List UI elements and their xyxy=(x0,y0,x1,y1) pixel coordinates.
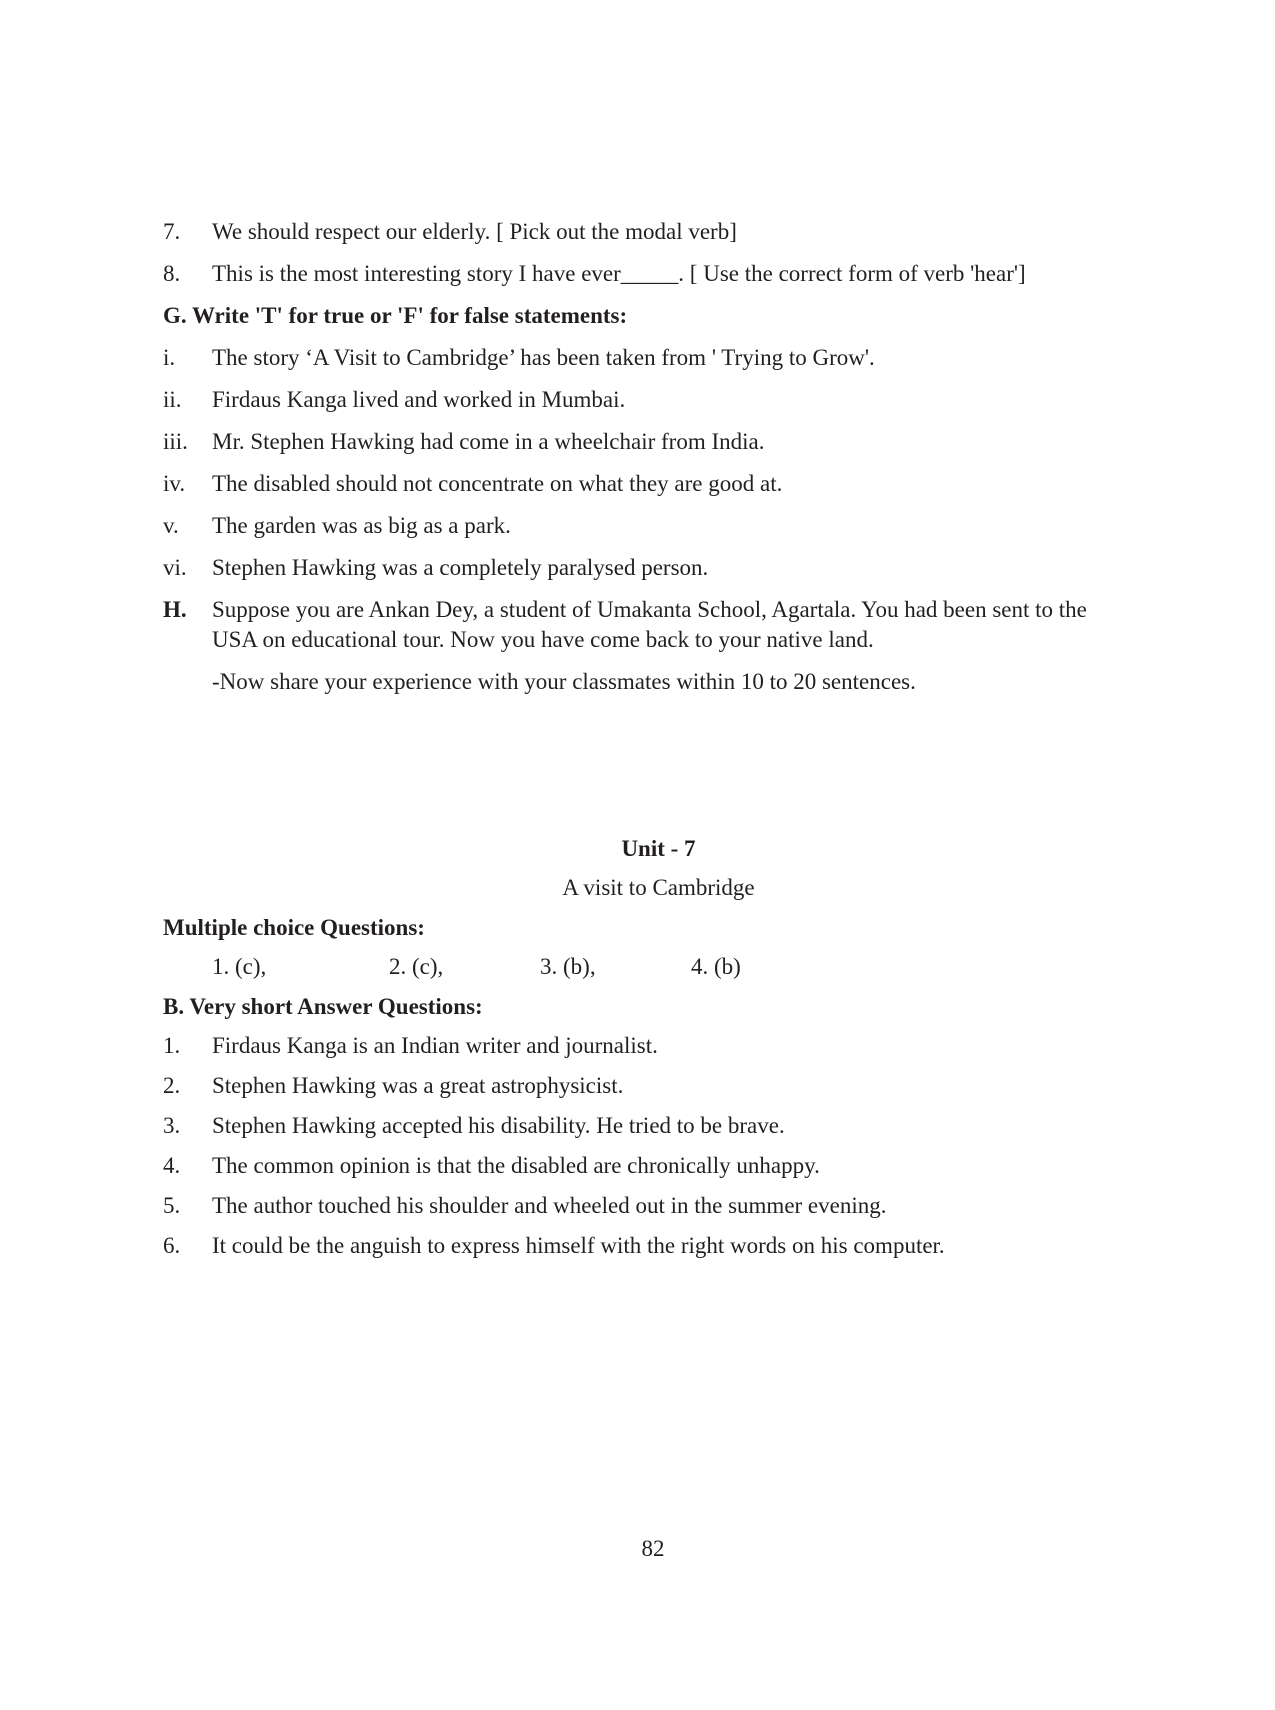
item-text: We should respect our elderly. [ Pick out the modal verb] xyxy=(212,219,737,244)
item-number: i. xyxy=(163,345,176,370)
item-number: 2. xyxy=(163,1073,181,1098)
true-false-item xyxy=(163,553,1173,583)
item-number: iii. xyxy=(163,429,188,454)
section-h-instruction-row xyxy=(163,667,1173,697)
true-false-item xyxy=(163,385,1173,415)
mcq-answer: 2. (c), xyxy=(389,954,444,979)
item-text: It could be the anguish to express himself with the right words on his computer. xyxy=(212,1233,945,1258)
section-h-prompt xyxy=(212,595,1173,655)
item-text: The story ‘A Visit to Cambridge’ has been taken from ' Trying to Grow'. xyxy=(212,345,875,370)
exercise-item xyxy=(163,217,1173,247)
section-g-heading: G. Write 'T' for true or 'F' for false statements: xyxy=(163,303,628,328)
true-false-item xyxy=(163,427,1173,457)
spacer xyxy=(163,667,212,697)
item-number: 5. xyxy=(163,1193,181,1218)
answer-item xyxy=(163,1031,1173,1061)
mcq-answer: 4. (b) xyxy=(691,954,741,979)
item-text: Firdaus Kanga is an Indian writer and journalist. xyxy=(212,1033,658,1058)
item-text: Mr. Stephen Hawking had come in a wheelchair from India. xyxy=(212,429,765,454)
mcq-answers xyxy=(212,952,912,982)
section-h-line2: USA on educational tour. Now you have come back to your native land. xyxy=(212,627,874,652)
item-text: Stephen Hawking was a completely paralysed person. xyxy=(212,555,709,580)
exercise-item xyxy=(163,259,1173,289)
answer-item xyxy=(163,1151,1173,1181)
answer-item xyxy=(163,1231,1173,1261)
item-number: 1. xyxy=(163,1033,181,1058)
mcq-answer: 3. (b), xyxy=(540,954,596,979)
item-number: vi. xyxy=(163,555,187,580)
item-text: Stephen Hawking was a great astrophysicist. xyxy=(212,1073,624,1098)
mcq-heading: Multiple choice Questions: xyxy=(163,915,425,940)
item-text: This is the most interesting story I have ever_____. [ Use the correct form of verb 'hear'] xyxy=(212,261,1026,286)
item-number: 4. xyxy=(163,1153,181,1178)
item-text: The disabled should not concentrate on what they are good at. xyxy=(212,471,783,496)
item-number: 6. xyxy=(163,1233,181,1258)
item-text: The author touched his shoulder and wheeled out in the summer evening. xyxy=(212,1193,887,1218)
true-false-item xyxy=(163,469,1173,499)
item-number: 3. xyxy=(163,1113,181,1138)
section-h xyxy=(163,595,1173,655)
item-number: 8. xyxy=(163,261,181,286)
true-false-item xyxy=(163,343,1173,373)
item-text: Firdaus Kanga lived and worked in Mumbai. xyxy=(212,387,626,412)
page-number: 82 xyxy=(641,1536,665,1561)
answer-item xyxy=(163,1071,1173,1101)
unit-subtitle: A visit to Cambridge xyxy=(562,875,755,900)
section-h-instruction: -Now share your experience with your classmates within 10 to 20 sentences. xyxy=(212,669,916,694)
item-number: v. xyxy=(163,513,179,538)
item-text: Stephen Hawking accepted his disability. He tried to be brave. xyxy=(212,1113,785,1138)
answer-item xyxy=(163,1191,1173,1221)
section-h-line1: Suppose you are Ankan Dey, a student of Umakanta School, Agartala. You had been sent to the xyxy=(212,597,1087,622)
section-h-label: H. xyxy=(163,597,187,622)
section-b-heading: B. Very short Answer Questions: xyxy=(163,994,483,1019)
mcq-answer: 1. (c), xyxy=(212,954,267,979)
true-false-item xyxy=(163,511,1173,541)
item-number: ii. xyxy=(163,387,182,412)
item-number: iv. xyxy=(163,471,186,496)
item-number: 7. xyxy=(163,219,181,244)
item-text: The common opinion is that the disabled are chronically unhappy. xyxy=(212,1153,820,1178)
item-text: The garden was as big as a park. xyxy=(212,513,511,538)
unit-title: Unit - 7 xyxy=(621,836,696,861)
answer-item xyxy=(163,1111,1173,1141)
